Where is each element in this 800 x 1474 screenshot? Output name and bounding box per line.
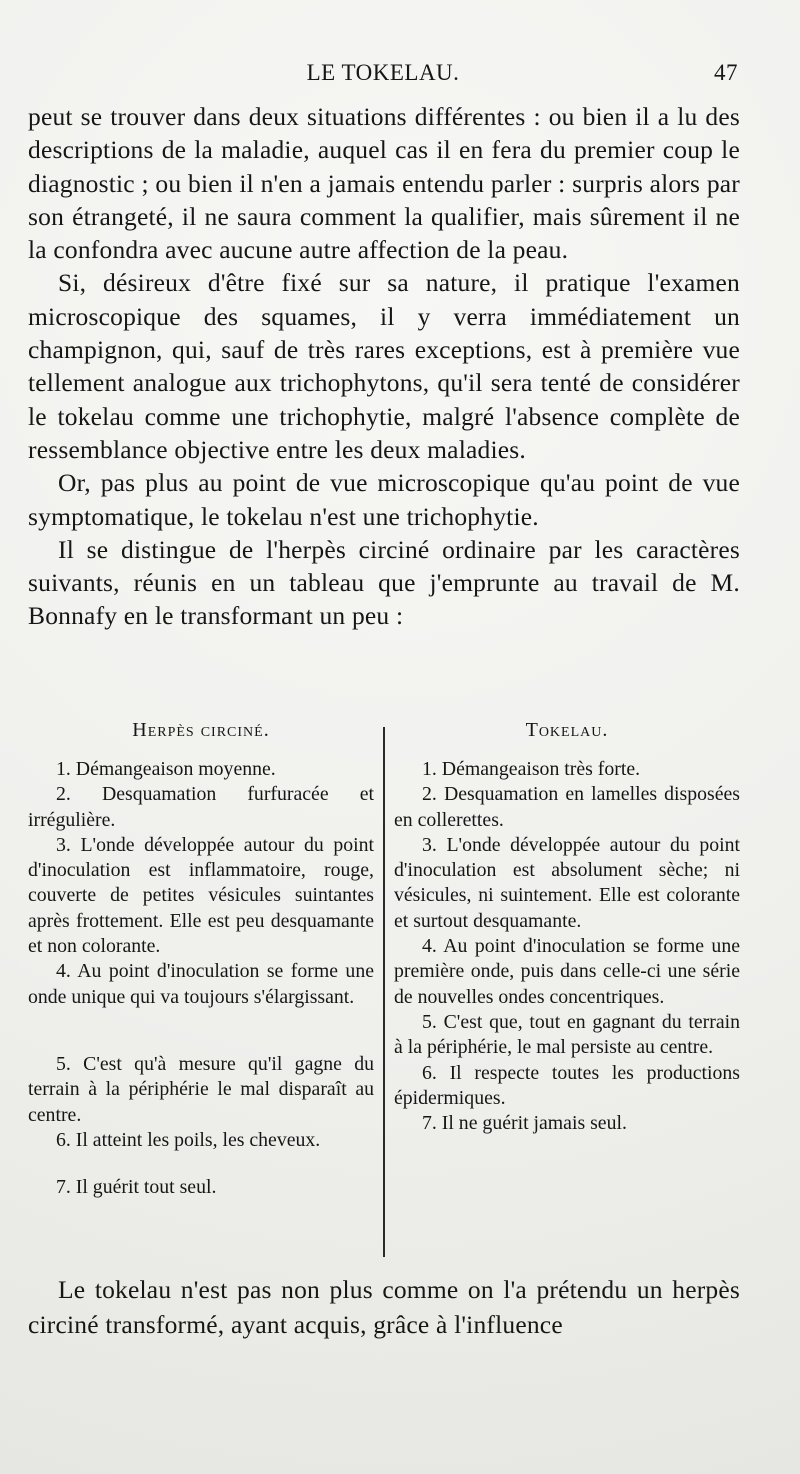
running-header [28,60,738,88]
table-item: 6. Il atteint les poils, les cheveux. [56,1128,321,1151]
paragraph: Le tokelau n'est pas non plus comme on l'a prétendu un herpès circiné transformé, ayant acquis, grâce à l'influence [28,1275,740,1339]
herpes-column [28,717,374,1200]
table-item: 5. C'est que, tout en gagnant du terrain à la périphérie, le mal persiste au centre. [394,1010,740,1059]
closing-text [28,1272,740,1342]
table-item: 6. Il respecte toutes les productions épidermiques. [394,1061,740,1109]
table-item: 1. Démangeaison très forte. [422,758,641,780]
table-item: 4. Au point d'inoculation se forme une onde unique qui va toujours s'élargissant. [28,960,374,1008]
column-heading: Tokelau. [525,719,609,741]
main-text [28,100,740,633]
table-item: 7. Il ne guérit jamais seul. [422,1112,627,1135]
table-item: 5. C'est qu'à mesure qu'il gagne du terrain à la périphérie le mal disparaît au centre. [28,1052,374,1126]
table-item: 7. Il guérit tout seul. [56,1176,217,1199]
column-heading: Herpès circiné. [132,719,270,741]
page-number: 47 [714,60,738,85]
paragraph: Si, désireux d'être fixé sur sa nature, il pratique l'examen microscopique des squames, il y verra immédiatement un champignon, qui, sauf de très rares exceptions, est à première vue tellement analogue aux trichophytons, qu'il sera tenté de considérer le tokelau comme une trichophytie, malgré l'absence complète de ressemblance objective entre les deux maladies. [28,268,740,464]
comparison-table [28,717,740,1252]
table-item: 2. Desquamation furfuracée et irrégulière. [28,783,374,831]
table-item: 3. L'onde développée autour du point d'inoculation est inflammatoire, rouge, couverte de petites vésicules suintantes après frottement. Elle est peu desquamante et non colorante. [28,833,374,958]
table-item: 3. L'onde développée autour du point d'inoculation est absolument sèche; ni vésicules, ni suintement. Elle est colorante et surtout desquamante. [394,833,740,932]
table-item: 4. Au point d'inoculation se forme une première onde, puis dans celle-ci une série de nouvelles ondes concentriques. [394,935,740,1008]
running-title: LE TOKELAU. [306,60,460,85]
paragraph: peut se trouver dans deux situations différentes : ou bien il a lu des descriptions de la maladie, auquel cas il en fera du premier coup le diagnostic ; ou bien il n'en a jamais entendu parler : surpris alors par son étrangeté, il ne saura comment la qualifier, mais sûrement il ne la confondra avec aucune autre affection de la peau. [28,102,740,265]
tokelau-column [394,717,740,1136]
paragraph: Or, pas plus au point de vue microscopique qu'au point de vue symptomatique, le tokelau n'est une trichophytie. [28,468,740,531]
column-divider [383,727,385,1257]
paragraph: Il se distingue de l'herpès circiné ordinaire par les caractères suivants, réunis en un tableau que j'emprunte au travail de M. Bonnafy en le transformant un peu : [28,534,740,631]
table-item: 1. Démangeaison moyenne. [56,758,276,780]
table-item: 2. Desquamation en lamelles disposées en collerettes. [394,783,740,831]
